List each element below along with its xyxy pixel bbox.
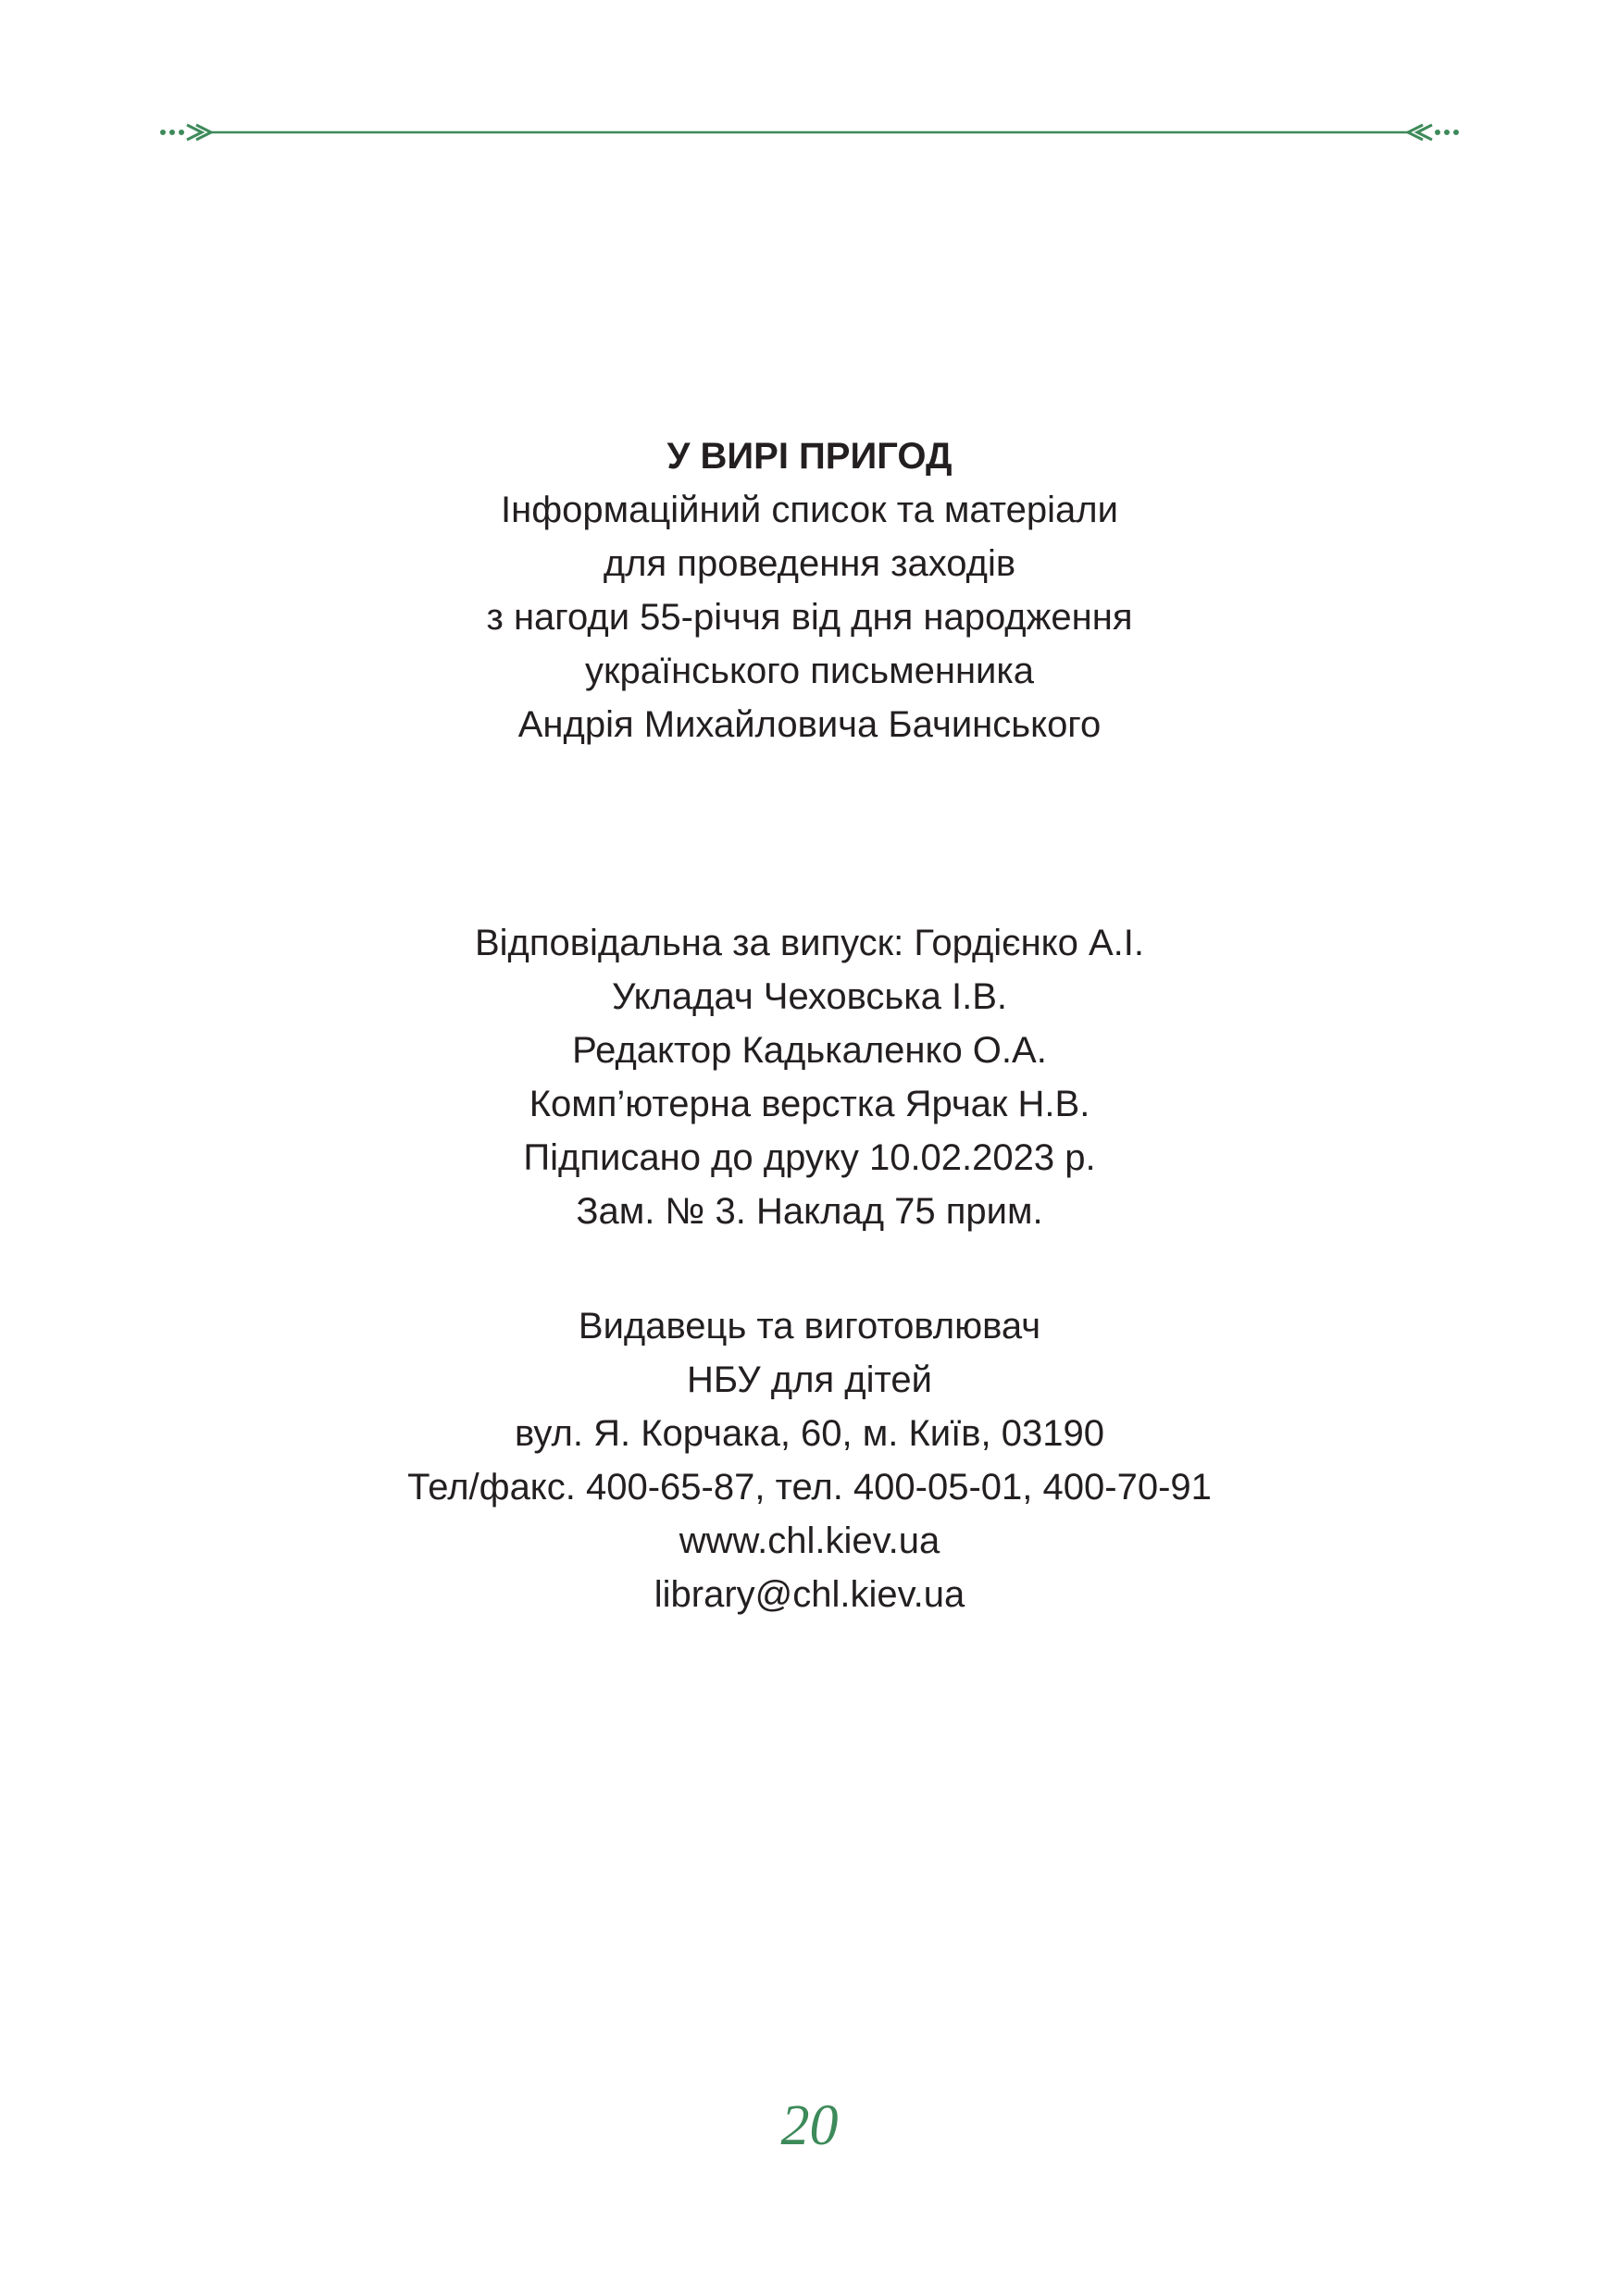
credit-line: Підписано до друку 10.02.2023 р. bbox=[523, 1137, 1096, 1178]
publisher-email: library@chl.kiev.ua bbox=[654, 1574, 965, 1615]
subtitle-line: Інформаційний список та матеріали bbox=[501, 490, 1118, 530]
credits-block bbox=[0, 916, 1619, 1238]
credit-line: Комп’ютерна верстка Ярчак Н.В. bbox=[529, 1084, 1090, 1124]
publisher-line: Видавець та виготовлювач bbox=[578, 1306, 1041, 1347]
publisher-line: НБУ для дітей bbox=[687, 1359, 932, 1400]
subtitle-line: Андрія Михайловича Бачинського bbox=[517, 704, 1102, 745]
title-block bbox=[0, 429, 1619, 751]
page-number: 20 bbox=[780, 2094, 839, 2157]
publisher-website: www.chl.kiev.ua bbox=[679, 1520, 940, 1561]
publisher-block bbox=[0, 1299, 1619, 1621]
ornamental-arrow-rule-icon bbox=[159, 118, 1460, 146]
credit-line: Відповідальна за випуск: Гордієнко А.І. bbox=[474, 923, 1144, 963]
subtitle-line: для проведення заходів bbox=[603, 543, 1016, 584]
subtitle-line: з нагоди 55-річчя від дня народження bbox=[486, 597, 1133, 638]
publisher-phone: Тел/факс. 400-65-87, тел. 400-05-01, 400-70-91 bbox=[407, 1467, 1212, 1508]
credit-line: Редактор Кадькаленко О.А. bbox=[572, 1030, 1047, 1071]
publisher-address: вул. Я. Корчака, 60, м. Київ, 03190 bbox=[515, 1413, 1104, 1454]
credit-line: Зам. № 3. Наклад 75 прим. bbox=[576, 1191, 1043, 1232]
document-title: У ВИРІ ПРИГОД bbox=[666, 436, 953, 477]
credit-line: Укладач Чеховська І.В. bbox=[611, 976, 1008, 1017]
subtitle-line: українського письменника bbox=[584, 651, 1035, 691]
